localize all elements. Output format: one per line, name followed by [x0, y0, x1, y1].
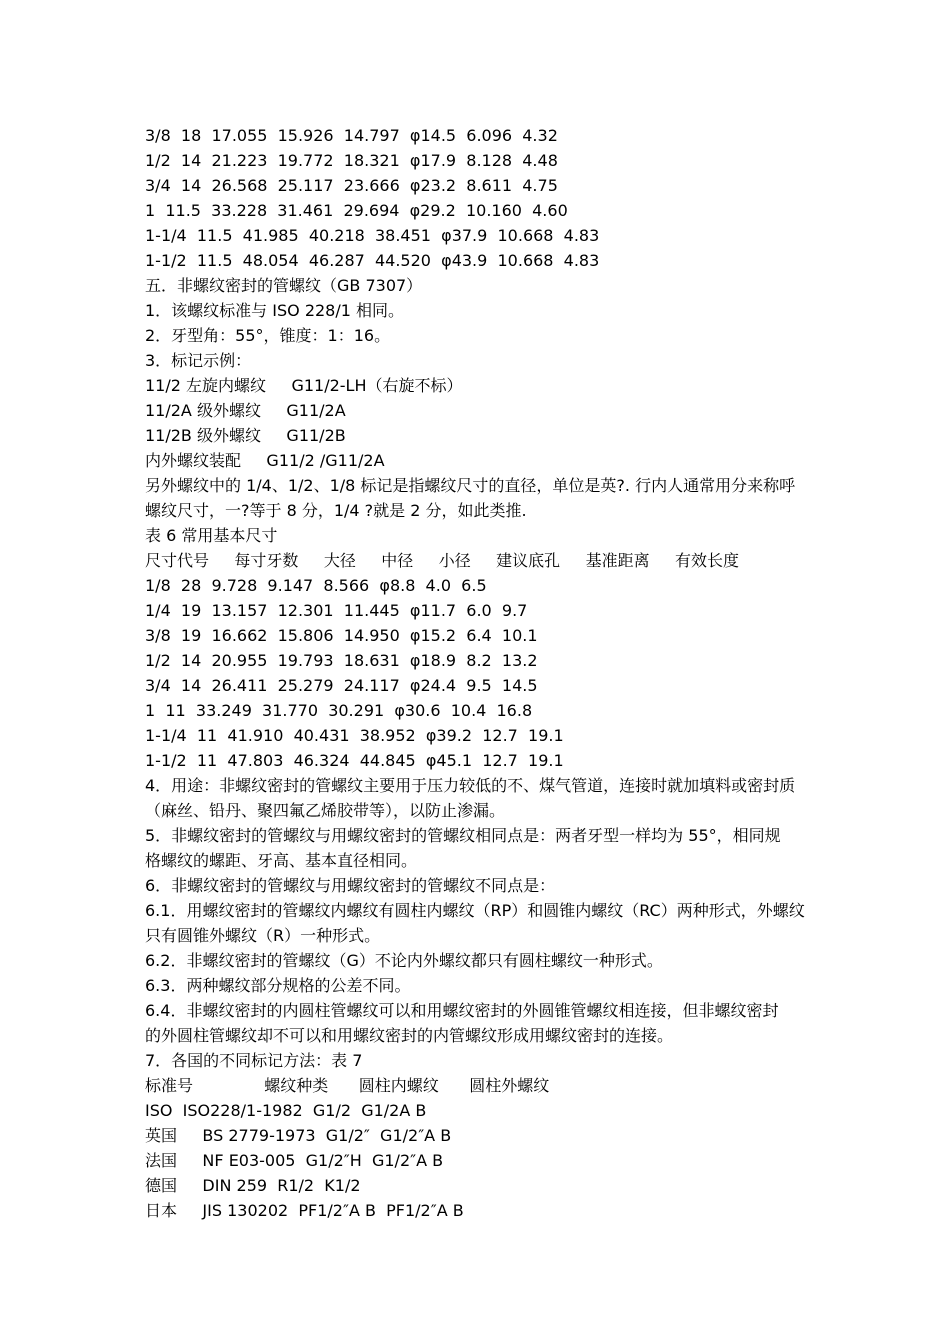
text-line: 1-1/4 11.5 41.985 40.218 38.451 φ37.9 10.668 4.83	[145, 226, 600, 245]
table-row: 德国 DIN 259 R1/2 K1/2	[145, 1176, 361, 1195]
text-line: 另外螺纹中的 1/4、1/2、1/8 标记是指螺纹尺寸的直径，单位是英?. 行内人通常用分来称呼	[145, 476, 796, 495]
table-row: ISO ISO228/1-1982 G1/2 G1/2A B	[145, 1101, 427, 1120]
text-line: 只有圆锥外螺纹（R）一种形式。	[145, 926, 381, 945]
section-heading: 五．非螺纹密封的管螺纹（GB 7307）	[145, 276, 423, 295]
table-caption: 7．各国的不同标记方法：表 7	[145, 1051, 363, 1070]
text-line: 6．非螺纹密封的管螺纹与用螺纹密封的管螺纹不同点是：	[145, 876, 556, 895]
table-row: 1/2 14 20.955 19.793 18.631 φ18.9 8.2 13.2	[145, 651, 538, 670]
text-line: 11/2B 级外螺纹 G11/2B	[145, 426, 346, 445]
text-line: 的外圆柱管螺纹却不可以和用螺纹密封的内管螺纹形成用螺纹密封的连接。	[145, 1026, 674, 1045]
table-caption: 表 6 常用基本尺寸	[145, 526, 278, 545]
text-line: 3/4 14 26.568 25.117 23.666 φ23.2 8.611 4.75	[145, 176, 558, 195]
text-line: 6.2．非螺纹密封的管螺纹（G）不论内外螺纹都只有圆柱螺纹一种形式。	[145, 951, 663, 970]
text-line: 格螺纹的螺距、牙高、基本直径相同。	[145, 851, 418, 870]
table-row: 3/4 14 26.411 25.279 24.117 φ24.4 9.5 14.5	[145, 676, 538, 695]
text-line: 11/2 左旋内螺纹 G11/2-LH（右旋不标）	[145, 376, 463, 395]
text-line: （麻丝、铅丹、聚四氟乙烯胶带等），以防止渗漏。	[145, 801, 506, 820]
table-row: 1 11 33.249 31.770 30.291 φ30.6 10.4 16.8	[145, 701, 533, 720]
table-row: 法国 NF E03-005 G1/2″H G1/2″A B	[145, 1151, 444, 1170]
text-line: 3/8 18 17.055 15.926 14.797 φ14.5 6.096 4.32	[145, 126, 558, 145]
text-line: 1-1/2 11.5 48.054 46.287 44.520 φ43.9 10.668 4.83	[145, 251, 600, 270]
table-row: 3/8 19 16.662 15.806 14.950 φ15.2 6.4 10.1	[145, 626, 538, 645]
document-body	[145, 123, 815, 1223]
text-line: 11/2A 级外螺纹 G11/2A	[145, 401, 346, 420]
table-row: 1-1/2 11 47.803 46.324 44.845 φ45.1 12.7 19.1	[145, 751, 564, 770]
text-line: 6.3．两种螺纹部分规格的公差不同。	[145, 976, 411, 995]
text-line: 1/2 14 21.223 19.772 18.321 φ17.9 8.128 4.48	[145, 151, 558, 170]
text-line: 1．该螺纹标准与 ISO 228/1 相同。	[145, 301, 405, 320]
text-line: 螺纹尺寸，一?等于 8 分，1/4 ?就是 2 分，如此类推.	[145, 501, 527, 520]
text-line: 3．标记示例：	[145, 351, 252, 370]
text-line: 6.4．非螺纹密封的内圆柱管螺纹可以和用螺纹密封的外圆锥管螺纹相连接，但非螺纹密封	[145, 1001, 779, 1020]
text-line: 2．牙型角：55°，锥度：1：16。	[145, 326, 391, 345]
table-row: 1/4 19 13.157 12.301 11.445 φ11.7 6.0 9.7	[145, 601, 528, 620]
text-line: 6.1．用螺纹密封的管螺纹内螺纹有圆柱内螺纹（RP）和圆锥内螺纹（RC）两种形式，外螺纹	[145, 901, 805, 920]
table-row: 英国 BS 2779-1973 G1/2″ G1/2″A B	[145, 1126, 452, 1145]
text-line: 内外螺纹装配 G11/2 /G11/2A	[145, 451, 385, 470]
table-row: 日本 JIS 130202 PF1/2″A B PF1/2″A B	[145, 1201, 464, 1220]
text-line: 5．非螺纹密封的管螺纹与用螺纹密封的管螺纹相同点是：两者牙型一样均为 55°，相同规	[145, 826, 781, 845]
table-row: 1-1/4 11 41.910 40.431 38.952 φ39.2 12.7 19.1	[145, 726, 564, 745]
text-line: 1 11.5 33.228 31.461 29.694 φ29.2 10.160 4.60	[145, 201, 568, 220]
text-line: 4．用途：非螺纹密封的管螺纹主要用于压力较低的不、煤气管道，连接时就加填料或密封质	[145, 776, 796, 795]
table-header: 尺寸代号 每寸牙数 大径 中径 小径 建议底孔 基准距离 有效长度	[145, 551, 740, 570]
table-row: 1/8 28 9.728 9.147 8.566 φ8.8 4.0 6.5	[145, 576, 487, 595]
table-header: 标准号 螺纹种类 圆柱内螺纹 圆柱外螺纹	[145, 1076, 550, 1095]
